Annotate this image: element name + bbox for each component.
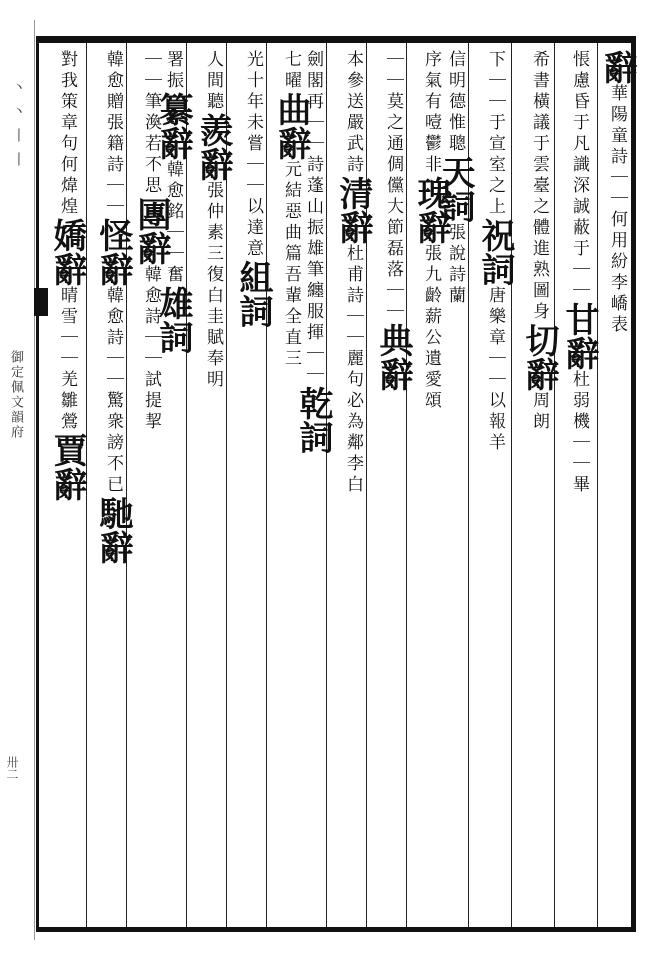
text-column-8 [333,50,373,920]
column-14-text: ｜｜ [141,50,161,92]
text-column-3 [519,50,559,920]
column-9-text: 劍閣再｜｜ [303,50,323,155]
qu-ci-note: 元結惡曲篇吾輩全直三 [281,160,301,370]
column-6-text: 序氣有噎鬱非 [421,50,441,176]
text-column-14 [131,50,171,920]
column-5-text: 信明德惟聰 [445,50,465,155]
tian-ci-note: 張說詩蘭 [445,223,465,307]
spine-marks: 丶丶丨丨 [10,80,26,176]
zhu-ci-headword: 祝詞 [475,218,515,286]
tuan-ci-note: 韓愈詩｜｜試提挈 [141,265,161,433]
xiong-ci-headword: 雄詞 [153,286,193,354]
qing-ci-headword: 清辭 [333,176,373,244]
column-13-text: 署振 [163,50,183,92]
text-column-7 [373,50,413,920]
frame-left-border [36,36,39,932]
gui-ci-headword: 瑰辭 [411,176,451,244]
gui-ci-note: 張九齡薪公遺愛頌 [421,244,441,412]
zu-ci-headword: 組詞 [233,260,273,328]
column-1-text: 華陽童詩｜｜何用紛李嶠表 [607,84,627,336]
zhu-ci-note: 唐樂章｜｜以 [485,286,505,412]
tuan-ci-headword: 團辭 [131,197,171,265]
column-15-text: 韓愈贈張籍詩｜｜ [103,50,123,218]
bao-yang-text: 報羊 [485,412,505,454]
column-3-text-a: 希書橫議于雲臺之 [529,50,549,218]
book-spine-margin [0,20,35,940]
guai-ci-note: 韓愈詩｜｜驚衆謗不已 [103,286,123,496]
zuan-ci-headword: 纂辭 [153,92,193,160]
column-4-text: 下｜｜于宣室之上 [485,50,505,218]
dian-ci-headword: 典辭 [373,323,413,391]
jiao-ci-headword: 嬌辭 [47,218,87,286]
zuan-ci-note: 韓愈銘｜｜奮 [163,160,183,286]
text-column-10 [271,50,311,920]
guai-ci-headword: 怪辭 [93,218,133,286]
tian-ci-headword: 天詞 [435,155,475,223]
frame-top-border [36,36,636,43]
column-9-text-b: 詩蓬山振雄筆纏服揮｜｜ [303,155,323,386]
text-column-16 [47,50,87,920]
qie-ci-headword: 切辭 [519,323,559,391]
column-1-headword: 辭 [597,50,637,84]
text-column-1 [597,50,637,920]
column-11-text: 光 [243,50,263,71]
column-14-text-b: 筆渙若不思 [141,92,161,197]
qian-ci-headword: 乾詞 [293,386,333,454]
text-column-4 [475,50,515,920]
column-2-text: 悵慮昏于凡識深誠蔽于｜｜ [569,50,589,302]
column-7-text-a: ｜｜莫之通 [383,50,403,155]
qu-ci-headword: 曲辭 [271,92,311,160]
column-11-text-b: 十年未嘗｜｜以達意 [243,71,263,260]
text-column-12 [193,50,233,920]
xian-ci-headword: 羨辭 [193,113,233,181]
column-rule [597,43,598,927]
jiao-ci-note: 晴雪｜｜羌雛鶯 [57,286,77,433]
xian-ci-note: 張仲素三復白圭賦奉明 [203,181,223,391]
column-12-text: 人間聽 [203,50,223,113]
column-10-text: 七曜 [281,50,301,92]
qie-ci-note: 周朗 [529,391,549,433]
spine-title: 御定佩文韻府 [8,350,23,440]
spine-page-number: 卅二 [5,756,19,780]
gan-ci-note: 杜弱機｜｜畢 [569,370,589,496]
column-16-text: 對我策章句何煒煌 [57,50,77,218]
qing-ci-note: 杜甫詩｜｜麗句必為鄰李白 [343,244,363,496]
column-3-text-b: 體進熟圖身 [529,218,549,323]
column-7-text-b: 倜儻大節磊落｜｜ [383,155,403,323]
frame-bottom-border [36,927,636,932]
text-column-2 [559,50,599,920]
column-8-text: 本參送嚴武詩 [343,50,363,176]
text-column-6 [411,50,451,920]
text-column-11 [233,50,273,920]
jia-ci-headword: 賈辭 [47,433,87,501]
text-column-15 [93,50,133,920]
chi-ci-headword: 馳辭 [93,496,133,564]
gan-ci-headword: 甘辭 [559,302,599,370]
